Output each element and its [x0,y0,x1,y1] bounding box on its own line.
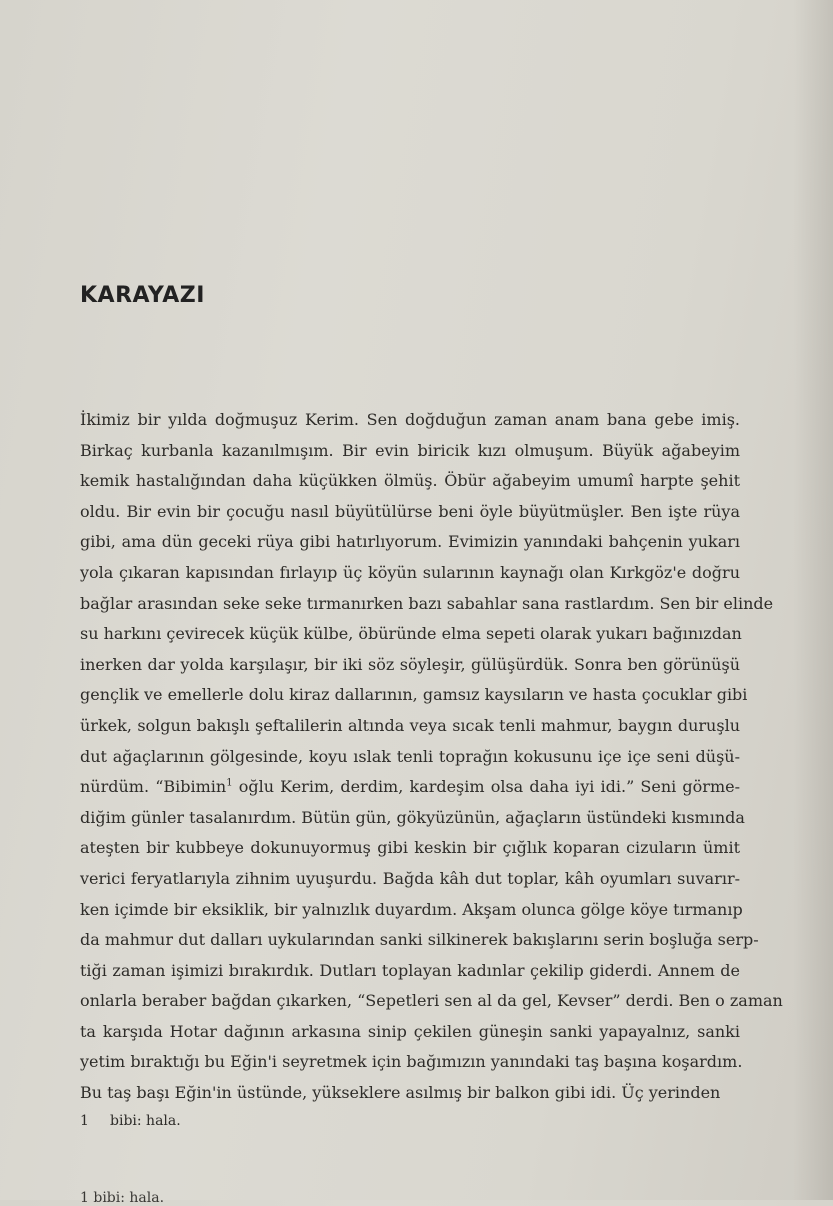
body-line: oldu. Bir evin bir çocuğu nasıl büyütülürse beni öyle büyütmüşler. Ben işte rüya [80,501,740,521]
body-line: diğim günler tasalanırdım. Bütün gün, gökyüzünün, ağaçların üstündeki kısmında [80,807,745,827]
body-line: İkimiz bir yılda doğmuşuz Kerim. Sen doğduğun zaman anam bana gebe imiş. [80,410,740,429]
body-line: yola çıkaran kapısından fırlayıp üç köyün sularının kaynağı olan Kırkgöz'e doğru [80,562,740,582]
body-line: gibi, ama dün geceki rüya gibi hatırlıyorum. Evimizin yanındaki bahçenin yukarı [80,532,740,552]
body-line: onlarla beraber bağdan çıkarken, “Sepetleri sen al da gel, Kevser” derdi. Ben o zaman [80,991,783,1011]
body-line: gençlik ve emellerle dolu kiraz dallarının, gamsız kaysıların ve hasta çocuklar gibi [80,685,748,705]
footnote-number: 1 [80,1113,89,1129]
body-line: da mahmur dut dalları uykularından sanki silkinerek bakışlarını serin boşluğa serp- [80,930,759,950]
body-line: su harkını çevirecek küçük külbe, öbüründe elma sepeti olarak yukarı bağınızdan [80,624,742,644]
footnote [80,1113,181,1129]
page-edge-shadow [793,0,833,1200]
body-line: verici feryatlarıyla zihnim uyuşurdu. Bağda kâh dut toplar, kâh oyumları suvarır- [80,868,740,888]
footnote-reference[interactable]: 1 [226,777,233,789]
body-line: inerken dar yolda karşılaşır, bir iki söz söyleşir, gülüşürdük. Sonra ben görünüşü [80,654,740,674]
body-line: Bu taş başı Eğin'in üstünde, yükseklere asılmış bir balkon gibi idi. Üç yerinden [80,1083,721,1103]
body-line: tiği zaman işimizi bırakırdık. Dutları toplayan kadınlar çekilip giderdi. Annem de [80,960,740,980]
body-line-with-footnote [80,772,740,803]
body-line: yetim bıraktığı bu Eğin'i seyretmek için bağımızın yanındaki taş başına koşardım. [80,1052,743,1072]
footnote-text: bibi: hala. [110,1113,181,1129]
line-text-after-note: oğlu Kerim, derdim, kardeşim olsa daha iyi idi.” Seni görme- [232,777,740,797]
body-line: Birkaç kurbanla kazanılmışım. Bir evin biricik kızı olmuşum. Büyük ağabeyim [80,440,740,460]
body-line: ta karşıda Hotar dağının arkasına sinip çekilen güneşin sanki yapayalnız, sanki [80,1021,740,1041]
body-line: ateşten bir kubbeye dokunuyormuş gibi keskin bir çığlık koparan cizuların ümit [80,838,740,858]
chapter-title: KARAYAZI [80,283,205,308]
body-line: kemik hastalığından daha küçükken ölmüş. Öbür ağabeyim umumî harpte şehit [80,471,740,491]
body-line: ürkek, solgun bakışlı şeftalilerin altında veya sıcak tenli mahmur, baygın duruşlu [80,715,740,735]
body-line: bağlar arasından seke seke tırmanırken bazı sabahlar sana rastlardım. Sen bir elinde [80,593,774,613]
line-text-before-note: nürdüm. “Bibimin [80,777,227,797]
body-text [80,405,783,1109]
body-line: dut ağaçlarının gölgesinde, koyu ıslak tenli toprağın kokusunu içe içe seni düşü- [80,746,740,766]
cut-off-next-page-text: 1 bibi: hala. [80,1190,165,1206]
body-line: ken içimde bir eksiklik, bir yalnızlık duyardım. Akşam olunca gölge köye tırmanıp [80,899,743,919]
